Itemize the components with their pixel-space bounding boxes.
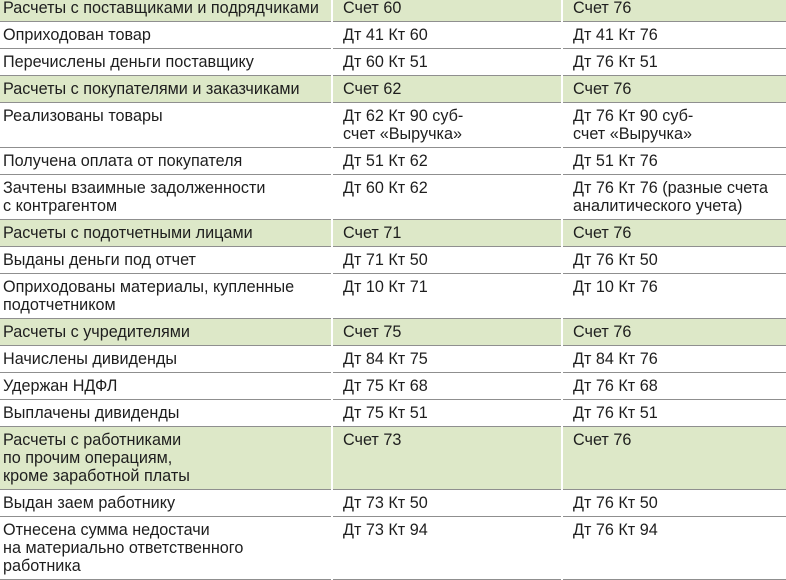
account-cell — [332, 148, 562, 175]
operation-cell-text: Расчеты с поставщиками и подрядчиками — [3, 0, 319, 17]
account-cell — [332, 373, 562, 400]
account-cell — [332, 274, 562, 319]
account-cell-text: Дт 73 Кт 94 — [343, 521, 428, 539]
operation-cell — [0, 427, 332, 490]
operation-cell-text: Выплачены дивиденды — [3, 404, 180, 422]
account-cell-text: Счет 75 — [343, 323, 402, 341]
operation-cell — [0, 148, 332, 175]
section-header-row — [0, 319, 786, 346]
account-76-cell-text: Счет 76 — [573, 80, 632, 98]
account-cell-text: Счет 60 — [343, 0, 402, 17]
section-header-row — [0, 0, 786, 22]
account-cell-text: Дт 60 Кт 51 — [343, 53, 428, 71]
account-76-cell — [562, 274, 786, 319]
account-76-cell-text: Счет 76 — [573, 0, 632, 17]
operation-cell — [0, 400, 332, 427]
operation-cell-text: Отнесена сумма недостачи на материально ответственного работника — [3, 521, 244, 575]
account-cell-text: Дт 73 Кт 50 — [343, 494, 428, 512]
account-cell-text: Дт 75 Кт 51 — [343, 404, 428, 422]
account-76-cell-text: Счет 76 — [573, 224, 632, 242]
operation-cell-text: Выдан заем работнику — [3, 494, 176, 512]
account-cell — [332, 319, 562, 346]
account-76-cell — [562, 22, 786, 49]
account-cell — [332, 400, 562, 427]
operation-cell-text: Удержан НДФЛ — [3, 377, 118, 395]
section-header-row — [0, 427, 786, 490]
account-cell — [332, 346, 562, 373]
account-cell — [332, 247, 562, 274]
table-row — [0, 400, 786, 427]
account-76-cell — [562, 346, 786, 373]
account-cell — [332, 517, 562, 580]
account-76-cell-text: Дт 84 Кт 76 — [573, 350, 658, 368]
account-76-cell-text: Дт 51 Кт 76 — [573, 152, 658, 170]
operation-cell — [0, 22, 332, 49]
section-header-row — [0, 76, 786, 103]
table-row — [0, 175, 786, 220]
account-76-cell-text: Дт 76 Кт 94 — [573, 521, 658, 539]
table-row — [0, 517, 786, 580]
account-76-cell — [562, 103, 786, 148]
operation-cell-text: Расчеты с подотчетными лицами — [3, 224, 253, 242]
operation-cell — [0, 76, 332, 103]
table-row — [0, 148, 786, 175]
operation-cell — [0, 103, 332, 148]
account-cell — [332, 220, 562, 247]
account-cell — [332, 76, 562, 103]
operation-cell-text: Расчеты с работниками по прочим операциям, кроме заработной платы — [3, 431, 190, 485]
operation-cell-text: Оприходован товар — [3, 26, 151, 44]
operation-cell — [0, 247, 332, 274]
table-row — [0, 346, 786, 373]
table-row — [0, 373, 786, 400]
operation-cell — [0, 373, 332, 400]
account-76-cell — [562, 400, 786, 427]
account-76-cell-text: Дт 76 Кт 51 — [573, 53, 658, 71]
account-76-cell-text: Дт 10 Кт 76 — [573, 278, 658, 296]
operation-cell-text: Получена оплата от покупателя — [3, 152, 243, 170]
section-header-row — [0, 220, 786, 247]
operation-cell — [0, 0, 332, 22]
account-76-cell — [562, 490, 786, 517]
operation-cell — [0, 319, 332, 346]
operation-cell-text: Начислены дивиденды — [3, 350, 178, 368]
account-76-cell-text: Дт 76 Кт 76 (разные счета аналитического учета) — [573, 179, 768, 215]
operation-cell-text: Реализованы товары — [3, 107, 163, 125]
account-cell-text: Дт 10 Кт 71 — [343, 278, 428, 296]
account-cell-text: Счет 73 — [343, 431, 402, 449]
account-76-cell-text: Дт 41 Кт 76 — [573, 26, 658, 44]
account-76-cell — [562, 373, 786, 400]
account-76-cell — [562, 427, 786, 490]
account-76-cell-text: Дт 76 Кт 51 — [573, 404, 658, 422]
table-row — [0, 247, 786, 274]
table-row — [0, 49, 786, 76]
operation-cell-text: Перечислены деньги поставщику — [3, 53, 254, 71]
account-76-cell — [562, 175, 786, 220]
account-76-cell — [562, 220, 786, 247]
table-row — [0, 490, 786, 517]
account-cell — [332, 22, 562, 49]
account-cell-text: Дт 41 Кт 60 — [343, 26, 428, 44]
account-cell — [332, 103, 562, 148]
account-76-cell-text: Дт 76 Кт 50 — [573, 251, 658, 269]
account-cell-text: Дт 75 Кт 68 — [343, 377, 428, 395]
operation-cell — [0, 490, 332, 517]
account-76-cell-text: Счет 76 — [573, 431, 632, 449]
account-76-cell-text: Дт 76 Кт 68 — [573, 377, 658, 395]
account-76-cell-text: Дт 76 Кт 90 суб- счет «Выручка» — [573, 107, 694, 143]
operation-cell — [0, 346, 332, 373]
account-76-cell-text: Счет 76 — [573, 323, 632, 341]
account-cell — [332, 0, 562, 22]
operation-cell — [0, 220, 332, 247]
account-76-cell — [562, 319, 786, 346]
table-row — [0, 274, 786, 319]
account-76-cell — [562, 247, 786, 274]
account-cell-text: Дт 60 Кт 62 — [343, 179, 428, 197]
account-76-cell — [562, 148, 786, 175]
account-cell-text: Дт 84 Кт 75 — [343, 350, 428, 368]
operation-cell-text: Выданы деньги под отчет — [3, 251, 196, 269]
account-cell-text: Счет 71 — [343, 224, 402, 242]
operation-cell — [0, 175, 332, 220]
operation-cell — [0, 517, 332, 580]
table-row — [0, 103, 786, 148]
account-cell — [332, 49, 562, 76]
operation-cell-text: Зачтены взаимные задолженности с контрагентом — [3, 179, 266, 215]
account-cell-text: Дт 62 Кт 90 суб- счет «Выручка» — [343, 107, 464, 143]
account-cell — [332, 427, 562, 490]
account-cell — [332, 175, 562, 220]
operation-cell — [0, 49, 332, 76]
account-cell-text: Дт 51 Кт 62 — [343, 152, 428, 170]
account-76-cell-text: Дт 76 Кт 50 — [573, 494, 658, 512]
operation-cell-text: Расчеты с учредителями — [3, 323, 190, 341]
account-76-cell — [562, 76, 786, 103]
account-cell-text: Счет 62 — [343, 80, 402, 98]
account-cell — [332, 490, 562, 517]
operation-cell-text: Оприходованы материалы, купленные подотчетником — [3, 278, 295, 314]
account-76-cell — [562, 517, 786, 580]
operation-cell — [0, 274, 332, 319]
account-76-cell — [562, 49, 786, 76]
account-76-cell — [562, 0, 786, 22]
account-cell-text: Дт 71 Кт 50 — [343, 251, 428, 269]
operation-cell-text: Расчеты с покупателями и заказчиками — [3, 80, 300, 98]
table-row — [0, 22, 786, 49]
